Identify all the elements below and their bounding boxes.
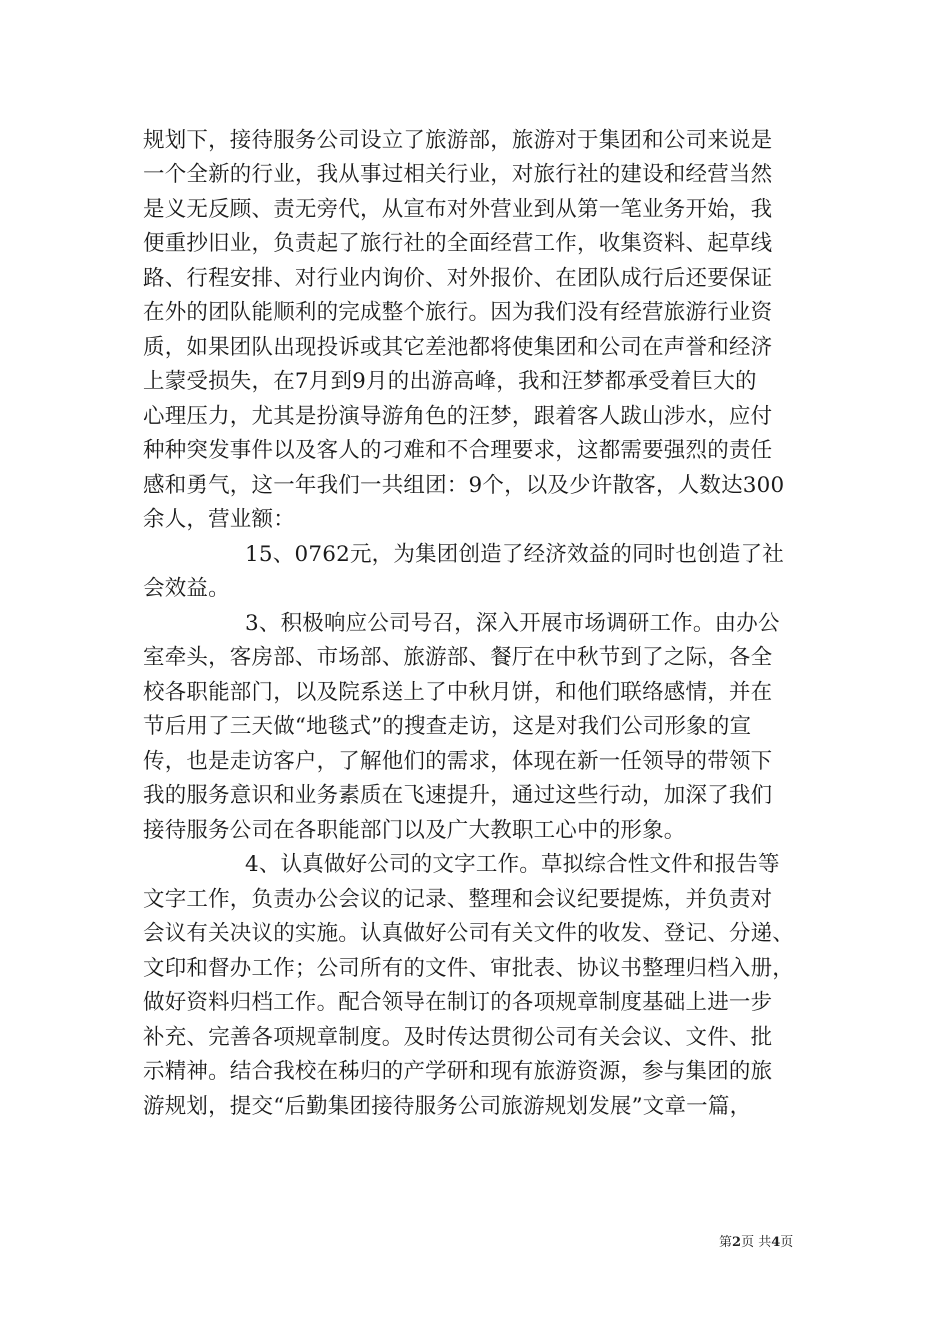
footer-suffix: 页 [780, 1235, 794, 1250]
text-line: 3、积极响应公司号召，深入开展市场调研工作。由办公 [245, 611, 780, 636]
text-line: 是义无反顾、责无旁代，从宣布对外营业到从第一笔业务开始，我 [143, 197, 773, 222]
text-line: 在外的团队能顺利的完成整个旅行。因为我们没有经营旅游行业资 [143, 300, 773, 325]
page-footer [719, 1234, 793, 1252]
text-line: 游规划，提交“后勤集团接待服务公司旅游规划发展”文章一篇， [143, 1094, 752, 1119]
text-line: 补充、完善各项规章制度。及时传达贯彻公司有关会议、文件、批 [143, 1025, 773, 1050]
text-line: 文印和督办工作；公司所有的文件、审批表、协议书整理归档入册， [143, 956, 795, 981]
text-line: 质，如果团队出现投诉或其它差池都将使集团和公司在声誉和经济 [143, 335, 773, 360]
text-line: 接待服务公司在各职能部门以及广大教职工心中的形象。 [143, 818, 686, 843]
text-line: 规划下，接待服务公司设立了旅游部，旅游对于集团和公司来说是 [143, 128, 773, 153]
text-line: 一个全新的行业，我从事过相关行业，对旅行社的建设和经营当然 [143, 162, 773, 187]
text-line: 节后用了三天做“地毯式”的搜查走访，这是对我们公司形象的宣 [143, 714, 752, 739]
text-line: 文字工作，负责办公会议的记录、整理和会议纪要提炼，并负责对 [143, 887, 773, 912]
text-line: 上蒙受损失，在7月到9月的出游高峰，我和汪梦都承受着巨大的 [143, 369, 757, 394]
text-line: 种种突发事件以及客人的刁难和不合理要求，这都需要强烈的责任 [143, 438, 773, 463]
text-line: 会效益。 [143, 576, 230, 601]
text-line: 做好资料归档工作。配合领导在制订的各项规章制度基础上进一步 [143, 990, 773, 1015]
footer-prefix: 第 [719, 1235, 733, 1250]
text-line: 路、行程安排、对行业内询价、对外报价、在团队成行后还要保证 [143, 266, 773, 291]
text-line: 感和勇气，这一年我们一共组团：9个，以及少许散客，人数达300 [143, 473, 785, 498]
text-line: 会议有关决议的实施。认真做好公司有关文件的收发、登记、分递、 [143, 921, 795, 946]
text-line: 校各职能部门，以及院系送上了中秋月饼，和他们联络感情，并在 [143, 680, 773, 705]
text-line: 余人，营业额： [143, 507, 295, 532]
text-line: 心理压力，尤其是扮演导游角色的汪梦，跟着客人跋山涉水，应付 [143, 404, 773, 429]
text-line: 15、0762元，为集团创造了经济效益的同时也创造了社 [245, 542, 784, 567]
text-line: 传，也是走访客户，了解他们的需求，体现在新一任领导的带领下 [143, 749, 773, 774]
footer-page-number: 2 [732, 1235, 742, 1250]
text-line: 便重抄旧业，负责起了旅行社的全面经营工作，收集资料、起草线 [143, 231, 773, 256]
text-line: 我的服务意识和业务素质在飞速提升，通过这些行动，加深了我们 [143, 783, 773, 808]
footer-total-pages: 4 [771, 1235, 781, 1250]
text-line: 示精神。结合我校在秭归的产学研和现有旅游资源，参与集团的旅 [143, 1059, 773, 1084]
text-line: 室牵头，客房部、市场部、旅游部、餐厅在中秋节到了之际，各全 [143, 645, 773, 670]
footer-middle: 页 共 [741, 1235, 772, 1250]
text-line: 4、认真做好公司的文字工作。草拟综合性文件和报告等 [245, 852, 780, 877]
